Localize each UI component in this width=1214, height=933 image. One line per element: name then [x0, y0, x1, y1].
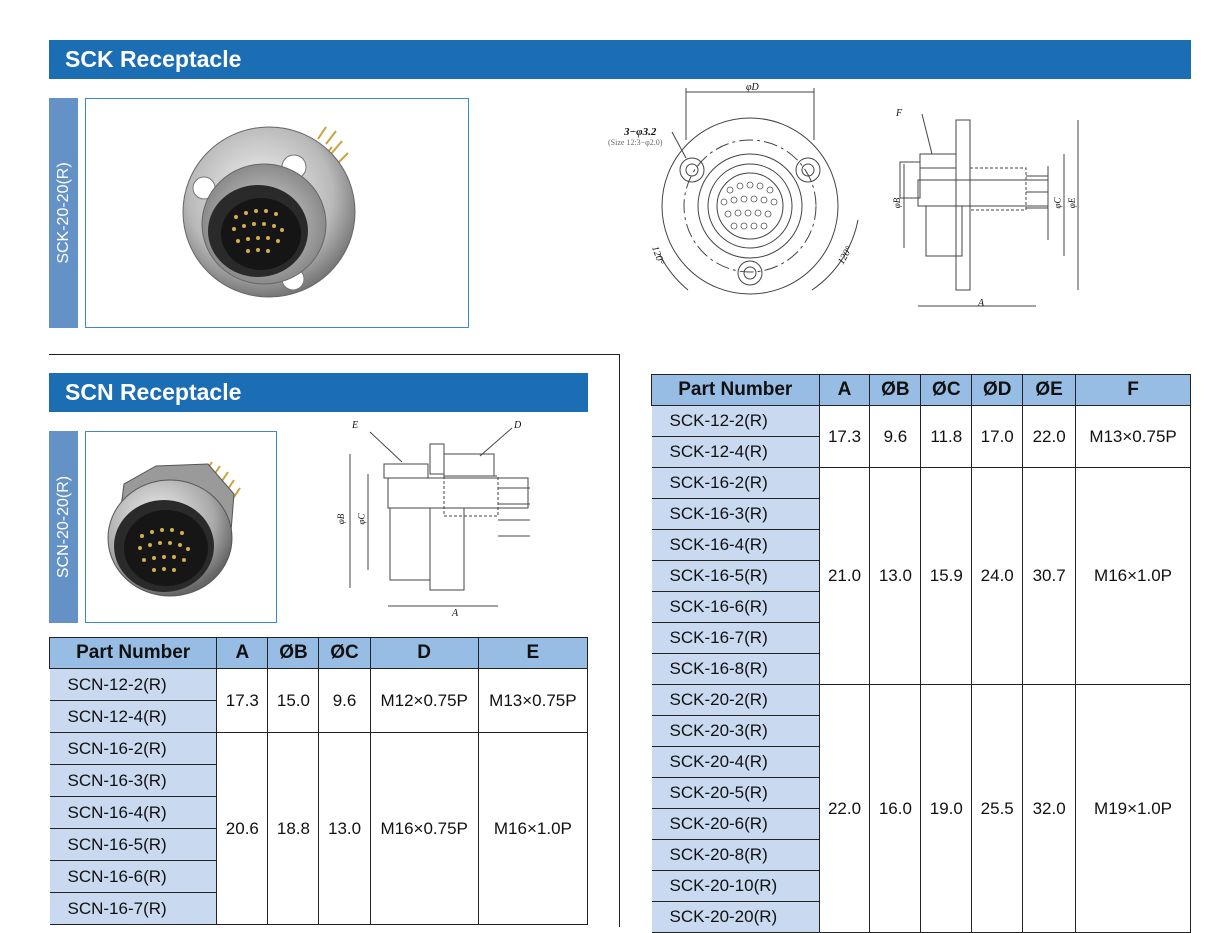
sck-dim-angle-right: 120°	[835, 244, 856, 267]
sck-value-cell: 19.0	[921, 685, 972, 933]
sck-part-number: SCK-16-6(R)	[652, 592, 820, 623]
sck-value-cell: M19×1.0P	[1076, 685, 1191, 933]
sck-header-cell: ØC	[921, 375, 972, 406]
sck-dim-f-label: F	[896, 108, 903, 119]
sck-value-cell: 9.6	[870, 406, 921, 468]
sck-dim-angle-left: 120°	[649, 244, 666, 267]
scn-side-label: SCN-20-20(R)	[49, 431, 78, 623]
sck-part-number: SCK-12-2(R)	[652, 406, 820, 437]
scn-part-number: SCN-16-6(R)	[50, 861, 217, 893]
sck-value-cell: M13×0.75P	[1076, 406, 1191, 468]
sck-part-number: SCK-20-4(R)	[652, 747, 820, 778]
sck-dim-b-label: φB	[892, 197, 903, 209]
sck-dim-e-label: φE	[1067, 197, 1078, 209]
scn-value-cell: M16×1.0P	[478, 733, 587, 925]
sck-dim-d-label: φD	[746, 82, 759, 93]
sck-value-cell: 15.9	[921, 468, 972, 685]
section-divider-right	[619, 354, 620, 927]
scn-value-cell: M12×0.75P	[370, 669, 478, 733]
sck-part-number: SCK-16-2(R)	[652, 468, 820, 499]
scn-dim-b-label: φB	[336, 513, 347, 525]
sck-dimension-drawing	[600, 80, 1100, 320]
sck-part-number: SCK-20-3(R)	[652, 716, 820, 747]
sck-part-number: SCK-16-5(R)	[652, 561, 820, 592]
scn-part-number: SCN-12-2(R)	[50, 669, 217, 701]
scn-dim-c-label: φC	[356, 513, 367, 525]
sck-side-label: SCK-20-20(R)	[49, 98, 78, 328]
scn-part-number: SCN-16-3(R)	[50, 765, 217, 797]
scn-header-cell: D	[370, 638, 478, 669]
scn-part-number: SCN-16-5(R)	[50, 829, 217, 861]
scn-header-cell: ØB	[268, 638, 319, 669]
scn-part-number: SCN-16-4(R)	[50, 797, 217, 829]
sck-product-photo	[85, 98, 469, 328]
scn-part-number: SCN-16-7(R)	[50, 893, 217, 925]
sck-header-cell: ØE	[1023, 375, 1076, 406]
table-row	[50, 669, 588, 701]
sck-part-number: SCK-16-8(R)	[652, 654, 820, 685]
scn-header-cell: A	[217, 638, 268, 669]
table-row	[652, 685, 1191, 716]
sck-header-cell: ØD	[972, 375, 1023, 406]
sck-value-cell: 17.0	[972, 406, 1023, 468]
sck-section-title: SCK Receptacle	[49, 40, 1191, 79]
sck-dim-a-label: A	[978, 298, 985, 309]
sck-part-number: SCK-16-3(R)	[652, 499, 820, 530]
sck-value-cell: 22.0	[819, 685, 870, 933]
sck-value-cell: M16×1.0P	[1076, 468, 1191, 685]
table-row	[652, 468, 1191, 499]
sck-value-cell: 13.0	[870, 468, 921, 685]
scn-spec-table	[49, 637, 588, 925]
sck-part-number: SCK-20-20(R)	[652, 902, 820, 933]
sck-part-number: SCK-20-5(R)	[652, 778, 820, 809]
scn-part-number: SCN-12-4(R)	[50, 701, 217, 733]
scn-header-cell: E	[478, 638, 587, 669]
sck-header-cell: Part Number	[652, 375, 820, 406]
scn-value-cell: M13×0.75P	[478, 669, 587, 733]
sck-part-number: SCK-12-4(R)	[652, 437, 820, 468]
sck-value-cell: 30.7	[1023, 468, 1076, 685]
sck-header-cell: A	[819, 375, 870, 406]
scn-value-cell: 9.6	[319, 669, 370, 733]
scn-value-cell: 18.8	[268, 733, 319, 925]
sck-header-cell: ØB	[870, 375, 921, 406]
scn-value-cell: 15.0	[268, 669, 319, 733]
sck-spec-table	[651, 374, 1191, 933]
scn-value-cell: 17.3	[217, 669, 268, 733]
sck-value-cell: 11.8	[921, 406, 972, 468]
sck-part-number: SCK-16-4(R)	[652, 530, 820, 561]
sck-part-number: SCK-20-6(R)	[652, 809, 820, 840]
sck-part-number: SCK-20-10(R)	[652, 871, 820, 902]
sck-value-cell: 22.0	[1023, 406, 1076, 468]
sck-part-number: SCK-20-2(R)	[652, 685, 820, 716]
sck-header-cell: F	[1076, 375, 1191, 406]
scn-dimension-drawing	[330, 420, 540, 625]
scn-section-title: SCN Receptacle	[49, 373, 588, 412]
sck-value-cell: 21.0	[819, 468, 870, 685]
scn-part-number: SCN-16-2(R)	[50, 733, 217, 765]
scn-value-cell: 13.0	[319, 733, 370, 925]
sck-part-number: SCK-16-7(R)	[652, 623, 820, 654]
scn-dim-d-label: D	[514, 420, 522, 431]
scn-product-photo	[85, 431, 277, 623]
sck-value-cell: 17.3	[819, 406, 870, 468]
scn-header-cell: ØC	[319, 638, 370, 669]
table-row	[652, 406, 1191, 437]
sck-dim-holes-note: (Size 12:3−φ2.0)	[608, 138, 663, 147]
scn-header-cell: Part Number	[50, 638, 217, 669]
sck-value-cell: 25.5	[972, 685, 1023, 933]
sck-part-number: SCK-20-8(R)	[652, 840, 820, 871]
sck-value-cell: 16.0	[870, 685, 921, 933]
scn-dim-e-label: E	[352, 420, 359, 431]
section-divider-top	[49, 354, 620, 355]
sck-value-cell: 24.0	[972, 468, 1023, 685]
scn-value-cell: M16×0.75P	[370, 733, 478, 925]
sck-dim-holes-label: 3−φ3.2	[624, 126, 657, 138]
sck-dim-c-label: φC	[1052, 197, 1063, 209]
table-row	[50, 733, 588, 765]
sck-value-cell: 32.0	[1023, 685, 1076, 933]
scn-dim-a-label: A	[452, 608, 459, 619]
scn-value-cell: 20.6	[217, 733, 268, 925]
